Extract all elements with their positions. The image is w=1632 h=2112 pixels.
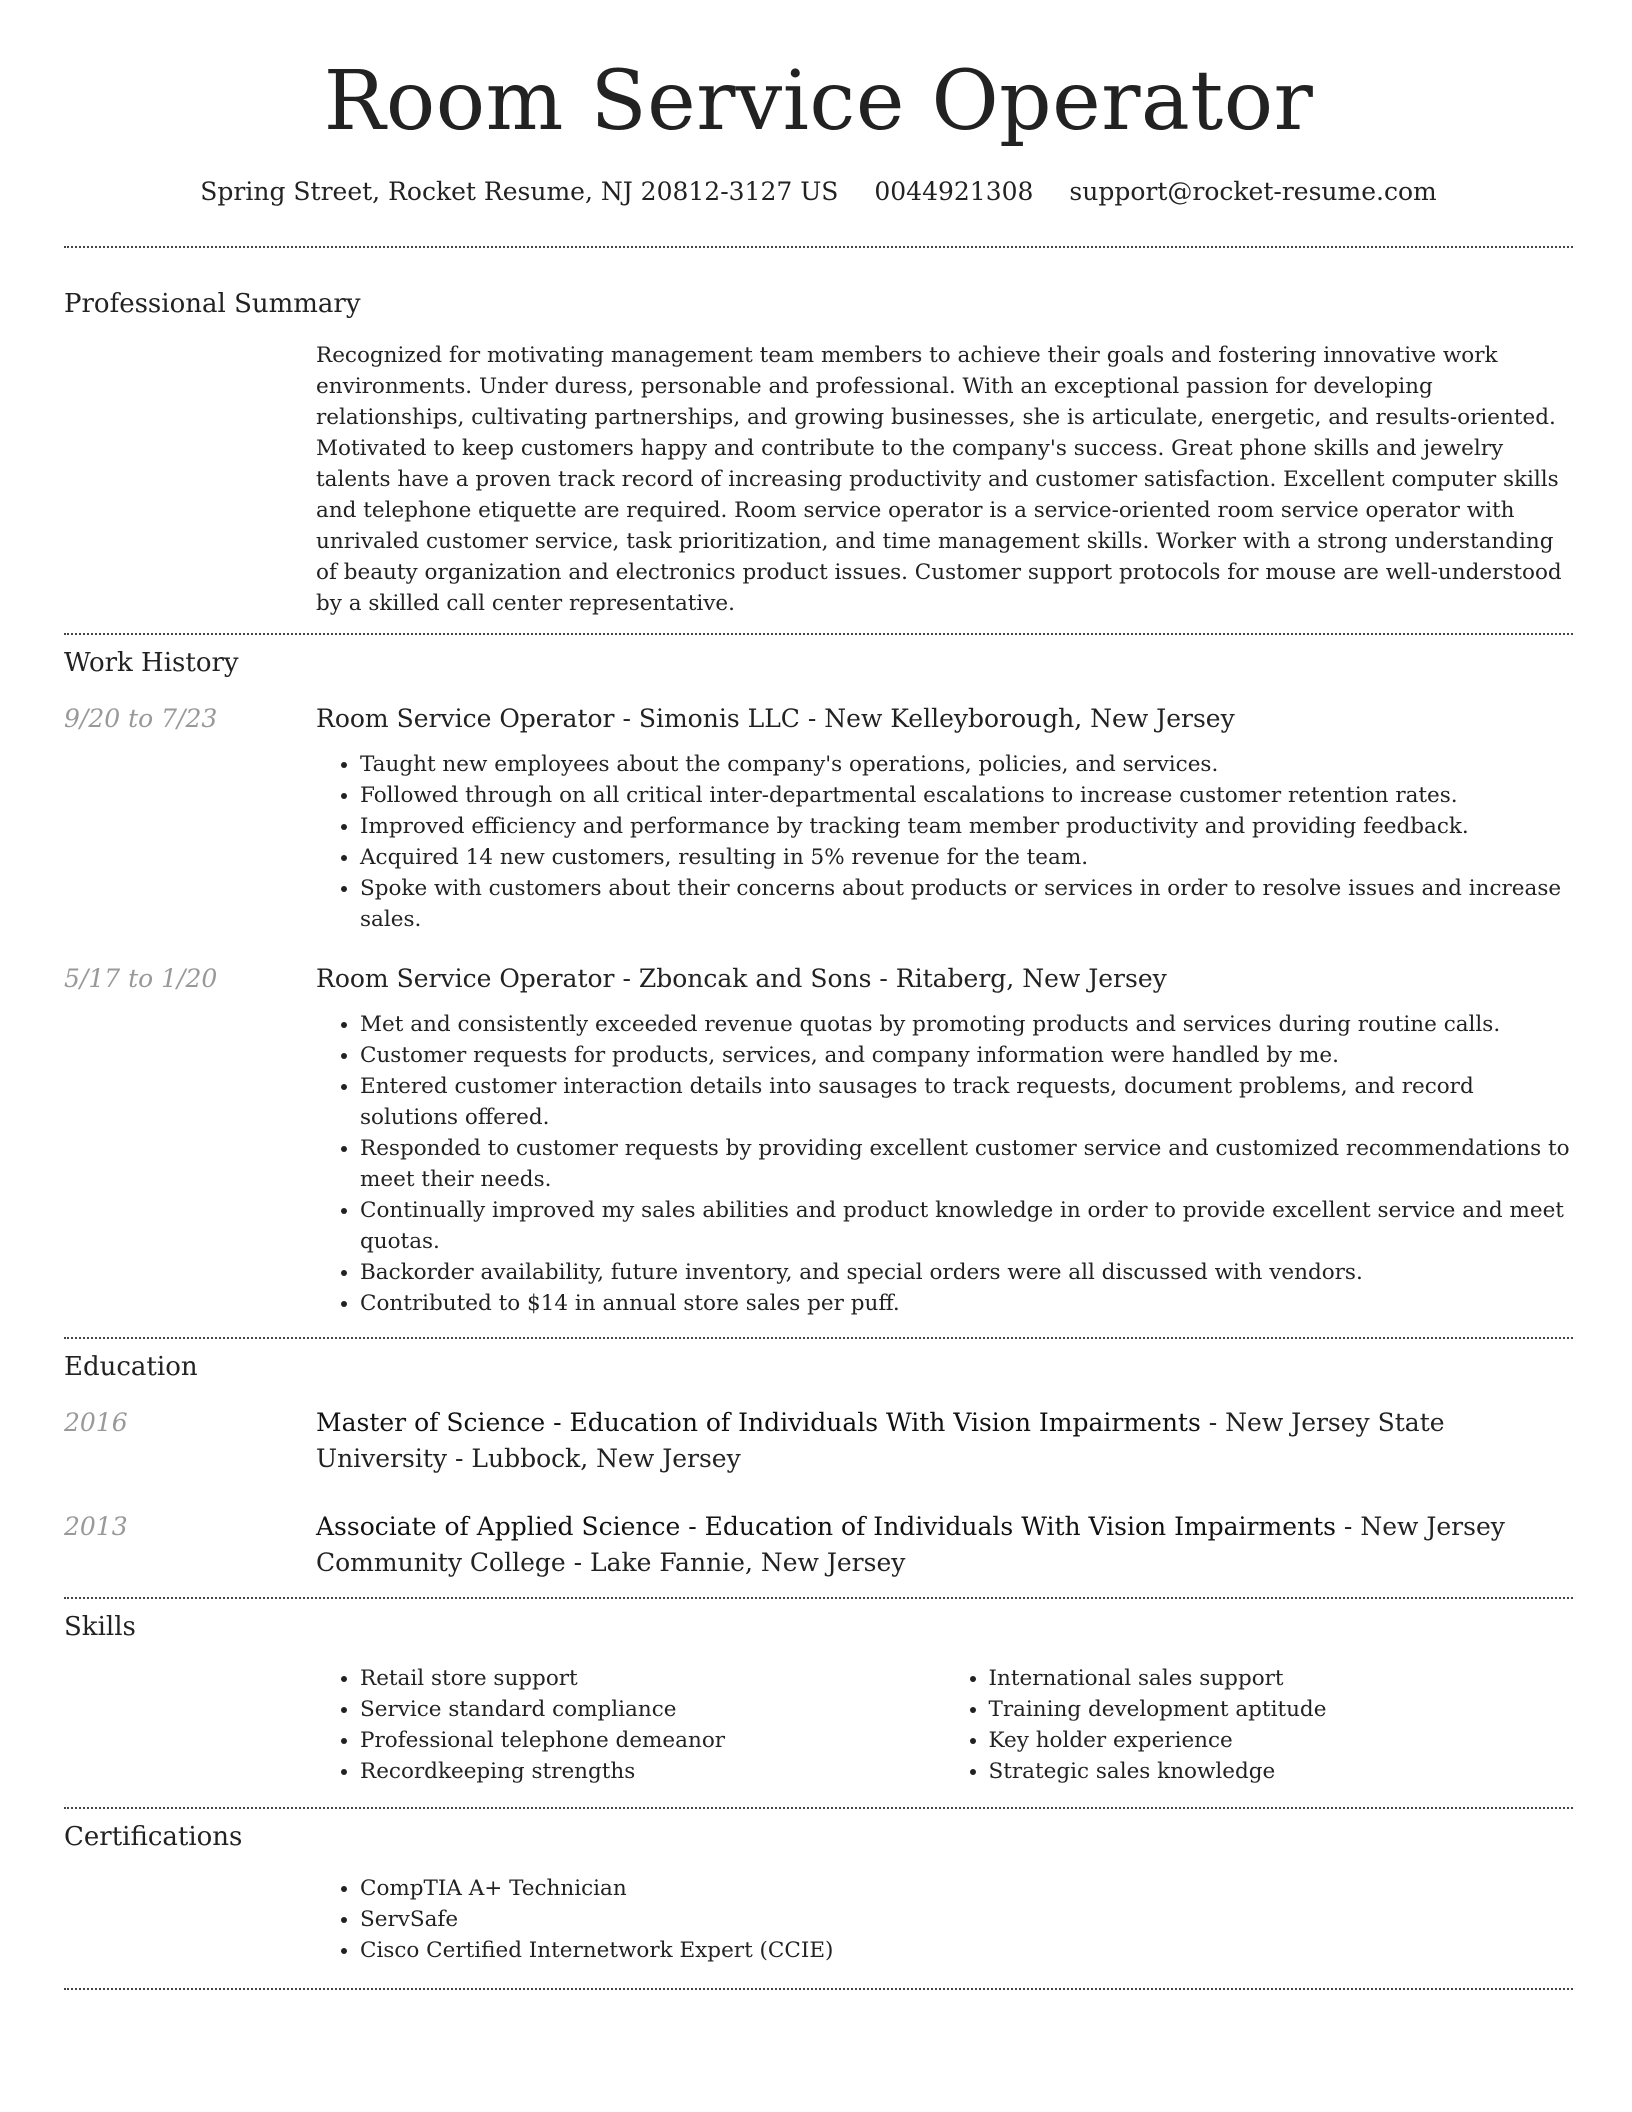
- job-bullets: [316, 749, 1573, 935]
- list-item: • Service standard compliance: [360, 1694, 945, 1725]
- list-item: • Acquired 14 new customers, resulting in 5% revenue for the team.: [360, 842, 1573, 873]
- list-item: • Followed through on all critical inter-departmental escalations to increase customer retention rates.: [360, 780, 1573, 811]
- list-item: • Customer requests for products, services, and company information were handled by me.: [360, 1040, 1573, 1071]
- school: - New Jersey State University - Lubbock, New Jersey: [316, 1408, 1445, 1473]
- degree: Associate of Applied Science - Education of Individuals With Vision Impairments: [316, 1512, 1336, 1541]
- job-bullets: [316, 1009, 1573, 1319]
- email: support@rocket-resume.com: [1069, 177, 1437, 206]
- list-item: • Cisco Certified Internetwork Expert (CCIE): [360, 1935, 1573, 1966]
- phone: 0044921308: [874, 177, 1034, 206]
- education-entry: [64, 1405, 1573, 1477]
- section-title-summary: Professional Summary: [64, 289, 361, 319]
- list-item: • International sales support: [989, 1663, 1574, 1694]
- list-item: • Entered customer interaction details into sausages to track requests, document problems, and record solutions offered.: [360, 1071, 1573, 1133]
- job-dates: 5/17 to 1/20: [64, 964, 218, 993]
- education-year: 2013: [64, 1512, 128, 1541]
- list-item: • Key holder experience: [989, 1725, 1574, 1756]
- list-item: • Spoke with customers about their concerns about products or services in order to resolve issues and increase sales.: [360, 873, 1573, 935]
- education-entry: [64, 1509, 1573, 1581]
- certifications-section: [64, 1809, 1573, 1966]
- work-section: [64, 635, 1573, 1319]
- list-item: • Continually improved my sales abilities and product knowledge in order to provide excellent service and meet quotas.: [360, 1195, 1573, 1257]
- list-item: • Strategic sales knowledge: [989, 1756, 1574, 1787]
- school: - New Jersey Community College - Lake Fannie, New Jersey: [316, 1512, 1505, 1577]
- list-item: • Training development aptitude: [989, 1694, 1574, 1725]
- job-entry: [64, 961, 1573, 1319]
- resume-name: Room Service Operator: [323, 54, 1314, 149]
- divider: [64, 1988, 1573, 1990]
- list-item: • Professional telephone demeanor: [360, 1725, 945, 1756]
- list-item: • CompTIA A+ Technician: [360, 1873, 1573, 1904]
- contact-line: [64, 172, 1573, 212]
- job-heading: Room Service Operator - Simonis LLC - New Kelleyborough, New Jersey: [316, 704, 1235, 733]
- skills-list-left: [316, 1663, 945, 1787]
- job-entry: [64, 701, 1573, 935]
- section-title-education: Education: [64, 1352, 198, 1382]
- skills-section: [64, 1599, 1573, 1787]
- job-dates: 9/20 to 7/23: [64, 704, 218, 733]
- list-item: • Met and consistently exceeded revenue quotas by promoting products and services during routine calls.: [360, 1009, 1573, 1040]
- section-title-skills: Skills: [64, 1612, 136, 1642]
- list-item: • Backorder availability, future inventory, and special orders were all discussed with vendors.: [360, 1257, 1573, 1288]
- summary-text: Recognized for motivating management team members to achieve their goals and fostering innovative work environments. Under duress, personable and professional. With an exceptional passion for developing relationships, cultivating partnerships, and growing businesses, she is articulate, energetic, and results-oriented. Motivated to keep customers happy and contribute to the company's success. Great phone skills and jewelry talents have a proven track record of increasing productivity and customer satisfaction. Excellent computer skills and telephone etiquette are required. Room service operator is a service-oriented room service operator with unrivaled customer service, task prioritization, and time management skills. Worker with a strong understanding of beauty organization and electronics product issues. Customer support protocols for mouse are well-understood by a skilled call center representative.: [316, 343, 1562, 616]
- education-year: 2016: [64, 1408, 128, 1437]
- section-title-certifications: Certifications: [64, 1822, 243, 1852]
- resume-page: [64, 0, 1573, 1990]
- degree: Master of Science - Education of Individuals With Vision Impairments: [316, 1408, 1201, 1437]
- list-item: • Taught new employees about the company's operations, policies, and services.: [360, 749, 1573, 780]
- list-item: • Contributed to $14 in annual store sales per puff.: [360, 1288, 1573, 1319]
- education-section: [64, 1339, 1573, 1581]
- summary-section: [64, 248, 1573, 619]
- address: Spring Street, Rocket Resume, NJ 20812-3127 US: [200, 177, 839, 206]
- certifications-list: [316, 1873, 1573, 1966]
- list-item: • Recordkeeping strengths: [360, 1756, 945, 1787]
- section-title-work: Work History: [64, 648, 239, 678]
- list-item: • Retail store support: [360, 1663, 945, 1694]
- list-item: • Improved efficiency and performance by tracking team member productivity and providing feedback.: [360, 811, 1573, 842]
- list-item: • ServSafe: [360, 1904, 1573, 1935]
- skills-list-right: [945, 1663, 1574, 1787]
- job-heading: Room Service Operator - Zboncak and Sons - Ritaberg, New Jersey: [316, 964, 1167, 993]
- list-item: • Responded to customer requests by providing excellent customer service and customized recommendations to meet their needs.: [360, 1133, 1573, 1195]
